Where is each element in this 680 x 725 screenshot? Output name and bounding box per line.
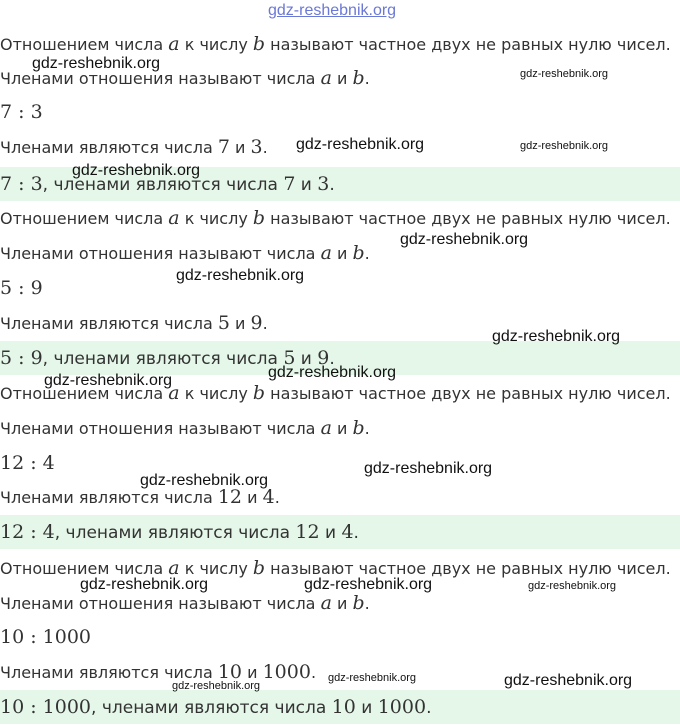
answer-ratio: 5 : 9 bbox=[0, 347, 43, 369]
member-y: 1000 bbox=[262, 661, 311, 683]
definition-line bbox=[0, 206, 680, 231]
var-a: a bbox=[320, 242, 332, 264]
watermark: gdz-reshebnik.org bbox=[80, 576, 209, 593]
text: Членами отношения называют числа bbox=[0, 69, 321, 88]
text: и bbox=[331, 244, 353, 263]
text: . bbox=[364, 244, 370, 263]
text: называют частное двух не равных нулю чисел. bbox=[265, 559, 671, 578]
text: к числу bbox=[179, 384, 253, 403]
watermark: gdz-reshebnik.org bbox=[364, 460, 493, 477]
text: . bbox=[364, 594, 370, 613]
var-a: a bbox=[320, 417, 332, 439]
ratio-expression: 12 : 4 bbox=[0, 452, 55, 474]
text: Членами являются числа bbox=[0, 314, 218, 333]
answer-ratio: 7 : 3 bbox=[0, 173, 43, 195]
var-b: b bbox=[252, 33, 266, 55]
var-b: b bbox=[252, 207, 266, 229]
members-definition-line bbox=[0, 591, 680, 616]
watermark: gdz-reshebnik.org bbox=[520, 140, 609, 152]
text: и bbox=[242, 663, 263, 682]
member-x: 10 bbox=[217, 661, 243, 683]
text: называют частное двух не равных нулю чисел. bbox=[265, 384, 671, 403]
text: Членами являются числа bbox=[0, 138, 218, 157]
ratio-expression: 7 : 3 bbox=[0, 101, 43, 123]
member-y: 9 bbox=[250, 312, 263, 334]
var-a: a bbox=[168, 33, 180, 55]
var-b: b bbox=[352, 242, 365, 264]
text: . bbox=[364, 419, 370, 438]
text: . bbox=[329, 349, 335, 369]
text: Членами отношения называют числа bbox=[0, 594, 321, 613]
watermark: gdz-reshebnik.org bbox=[176, 267, 305, 284]
watermark: gdz-reshebnik.org bbox=[44, 372, 173, 389]
text: и bbox=[355, 698, 378, 718]
var-a: a bbox=[168, 557, 180, 579]
member-x: 10 bbox=[331, 696, 356, 718]
text: к числу bbox=[179, 559, 253, 578]
text: и bbox=[331, 419, 353, 438]
members-definition-line bbox=[0, 416, 680, 441]
text: Членами отношения называют числа bbox=[0, 244, 321, 263]
watermark: gdz-reshebnik.org bbox=[504, 672, 633, 689]
watermark: gdz-reshebnik.org bbox=[172, 680, 261, 692]
watermark-link[interactable]: gdz-reshebnik.org bbox=[268, 2, 397, 19]
answer-line bbox=[0, 690, 680, 724]
text: , членами являются числа bbox=[42, 175, 284, 195]
text: . bbox=[426, 698, 432, 718]
text: к числу bbox=[179, 209, 253, 228]
member-y: 3 bbox=[317, 173, 330, 195]
watermark: gdz-reshebnik.org bbox=[528, 580, 617, 592]
text: . bbox=[353, 523, 359, 543]
text: Отношением числа bbox=[0, 559, 169, 578]
member-y: 3 bbox=[250, 136, 263, 158]
text: и bbox=[229, 314, 251, 333]
member-x: 12 bbox=[295, 521, 320, 543]
members-line bbox=[0, 485, 680, 510]
var-a: a bbox=[168, 207, 180, 229]
text: и bbox=[242, 488, 263, 507]
var-b: b bbox=[352, 417, 365, 439]
text: и bbox=[331, 594, 353, 613]
text: Отношением числа bbox=[0, 209, 169, 228]
text: . bbox=[262, 314, 268, 333]
definition-line bbox=[0, 32, 680, 57]
text: . bbox=[310, 663, 317, 682]
var-b: b bbox=[352, 67, 365, 89]
member-x: 12 bbox=[217, 486, 243, 508]
text: и bbox=[295, 175, 318, 195]
watermark: gdz-reshebnik.org bbox=[328, 672, 417, 684]
watermark: gdz-reshebnik.org bbox=[304, 576, 433, 593]
var-b: b bbox=[252, 557, 266, 579]
member-y: 4 bbox=[262, 486, 275, 508]
var-a: a bbox=[168, 382, 180, 404]
member-x: 7 bbox=[217, 136, 230, 158]
var-a: a bbox=[320, 67, 332, 89]
text: , членами являются числа bbox=[42, 349, 284, 369]
watermark: gdz-reshebnik.org bbox=[72, 162, 201, 179]
answer-line bbox=[0, 515, 680, 549]
watermark: gdz-reshebnik.org bbox=[400, 231, 529, 248]
ratio-expression: 5 : 9 bbox=[0, 277, 43, 299]
text: и bbox=[319, 523, 342, 543]
text: и bbox=[229, 138, 251, 157]
var-b: b bbox=[252, 382, 266, 404]
watermark: gdz-reshebnik.org bbox=[492, 328, 621, 345]
text: и bbox=[295, 349, 318, 369]
var-b: b bbox=[352, 592, 365, 614]
text: , членами являются числа bbox=[91, 698, 332, 718]
text: , членами являются числа bbox=[54, 523, 296, 543]
text: и bbox=[331, 69, 353, 88]
text: . bbox=[329, 175, 335, 195]
text: . bbox=[274, 488, 280, 507]
text: . bbox=[262, 138, 268, 157]
members-definition-line bbox=[0, 241, 680, 266]
text: . bbox=[364, 69, 370, 88]
text: называют частное двух не равных нулю чисел. bbox=[265, 35, 671, 54]
answer-ratio: 12 : 4 bbox=[0, 521, 55, 543]
watermark: gdz-reshebnik.org bbox=[296, 136, 425, 153]
text: Отношением числа bbox=[0, 35, 169, 54]
member-x: 5 bbox=[283, 347, 296, 369]
answer-ratio: 10 : 1000 bbox=[0, 696, 92, 718]
member-y: 1000 bbox=[377, 696, 427, 718]
member-y: 9 bbox=[317, 347, 330, 369]
ratio-expression: 10 : 1000 bbox=[0, 626, 92, 648]
text: к числу bbox=[179, 35, 253, 54]
watermark: gdz-reshebnik.org bbox=[140, 472, 269, 489]
text: Членами отношения называют числа bbox=[0, 419, 321, 438]
watermark: gdz-reshebnik.org bbox=[32, 55, 161, 72]
watermark: gdz-reshebnik.org bbox=[268, 364, 397, 381]
member-y: 4 bbox=[341, 521, 354, 543]
var-a: a bbox=[320, 592, 332, 614]
text: Членами являются числа bbox=[0, 663, 218, 682]
text: Отношением числа bbox=[0, 384, 169, 403]
watermark: gdz-reshebnik.org bbox=[520, 68, 609, 80]
text: Членами являются числа bbox=[0, 488, 218, 507]
member-x: 7 bbox=[283, 173, 296, 195]
text: называют частное двух не равных нулю чисел. bbox=[265, 209, 671, 228]
member-x: 5 bbox=[217, 312, 230, 334]
